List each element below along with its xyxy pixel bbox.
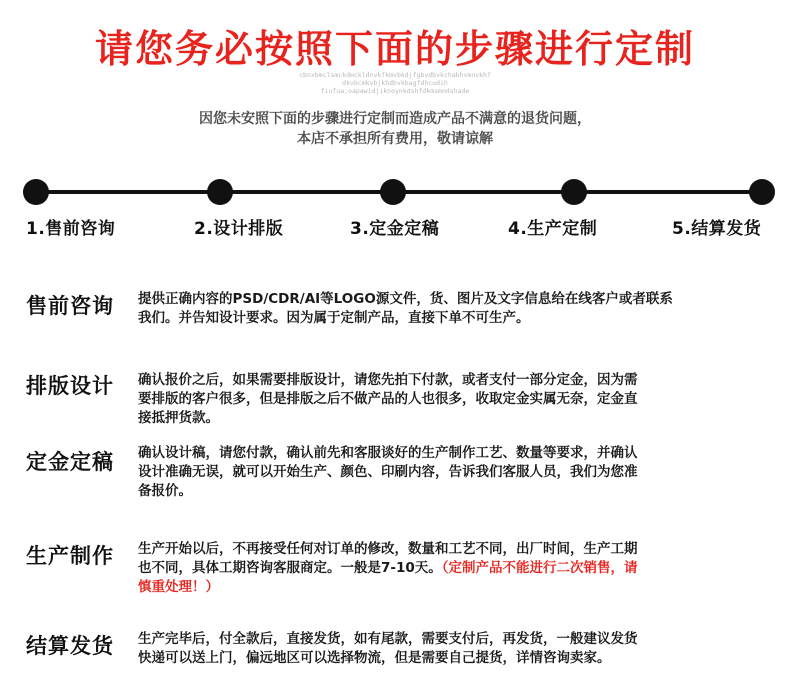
step-label-1: 1.售前咨询	[26, 219, 116, 239]
section-body-layout	[138, 371, 768, 428]
section-text-line: 生产开始以后，不再接受任何对订单的修改，数量和工艺不同，出厂时间，生产工期	[138, 541, 638, 557]
section-text-line: 我们。并告知设计要求。因为属于定制产品，直接下单不可生产。	[138, 310, 530, 326]
decorative-text-line: cbnxbmclsmckdmckldnvkfkmvbkdjfgbvdbvkchabhvmnvkhf	[299, 71, 491, 79]
section-text-line: 快递可以送上门，偏远地区可以选择物流，但是需要自己提货，详情咨询卖家。	[138, 650, 611, 666]
section-text-line: 接抵押货款。	[138, 410, 219, 426]
timeline-dot	[207, 179, 233, 205]
section-title-layout: 排版设计	[26, 374, 114, 398]
section-body-settlement	[138, 630, 768, 668]
section-title-settlement: 结算发货	[26, 634, 114, 658]
warning-text: 慎重处理！）	[138, 579, 219, 595]
section-text-line	[138, 559, 768, 578]
section-text-line: 确认设计稿，请您付款，确认前先和客服谈好的生产制作工艺、数量等要求，并确认	[138, 445, 638, 461]
decorative-text-line: fiufua;oapawidjiknoynkdshfdkmsmndshade	[320, 87, 470, 95]
timeline-dot	[561, 179, 587, 205]
section-text-segment: 也不同，具体工期咨询客服商定。一般是7-10天。	[138, 560, 442, 576]
section-body-deposit	[138, 444, 768, 501]
timeline-dot	[749, 179, 775, 205]
section-title-production: 生产制作	[26, 544, 114, 568]
warning-text: （定制产品不能进行二次销售，请	[441, 560, 638, 576]
section-text-line: 生产完毕后，付全款后，直接发货，如有尾款，需要支付后，再发货，一般建议发货	[138, 631, 638, 647]
step-label-2: 2.设计排版	[194, 219, 284, 239]
section-text-line: 备报价。	[138, 483, 192, 499]
timeline-dot	[380, 179, 406, 205]
step-label-4: 4.生产定制	[508, 219, 598, 239]
section-text-line: 确认报价之后，如果需要排版设计，请您先拍下付款，或者支付一部分定金，因为需	[138, 372, 638, 388]
section-text-line: 提供正确内容的PSD/CDR/AI等LOGO源文件，货、图片及文字信息给在线客户或者联系	[138, 291, 673, 307]
section-title-presale: 售前咨询	[26, 294, 114, 318]
section-text-line: 设计准确无误，就可以开始生产、颜色、印刷内容，告诉我们客服人员，我们为您准	[138, 464, 638, 480]
section-title-deposit: 定金定稿	[26, 450, 114, 474]
decorative-text-line: dkvbcmkvbjkhdbvkbagfdhcudih	[342, 79, 448, 87]
timeline-dot	[23, 179, 49, 205]
notice-line: 本店不承担所有费用，敬请谅解	[297, 131, 493, 147]
step-label-5: 5.结算发货	[672, 219, 762, 239]
step-label-3: 3.定金定稿	[350, 219, 440, 239]
page-title: 请您务必按照下面的步骤进行定制	[94, 27, 695, 71]
section-body-production	[138, 540, 768, 597]
notice-line: 因您未安照下面的步骤进行定制而造成产品不满意的退货问题，	[199, 111, 591, 127]
section-text-line: 要排版的客户很多，但是排版之后不做产品的人也很多，收取定金实属无奈，定金直	[138, 391, 638, 407]
section-body-presale	[138, 290, 768, 328]
